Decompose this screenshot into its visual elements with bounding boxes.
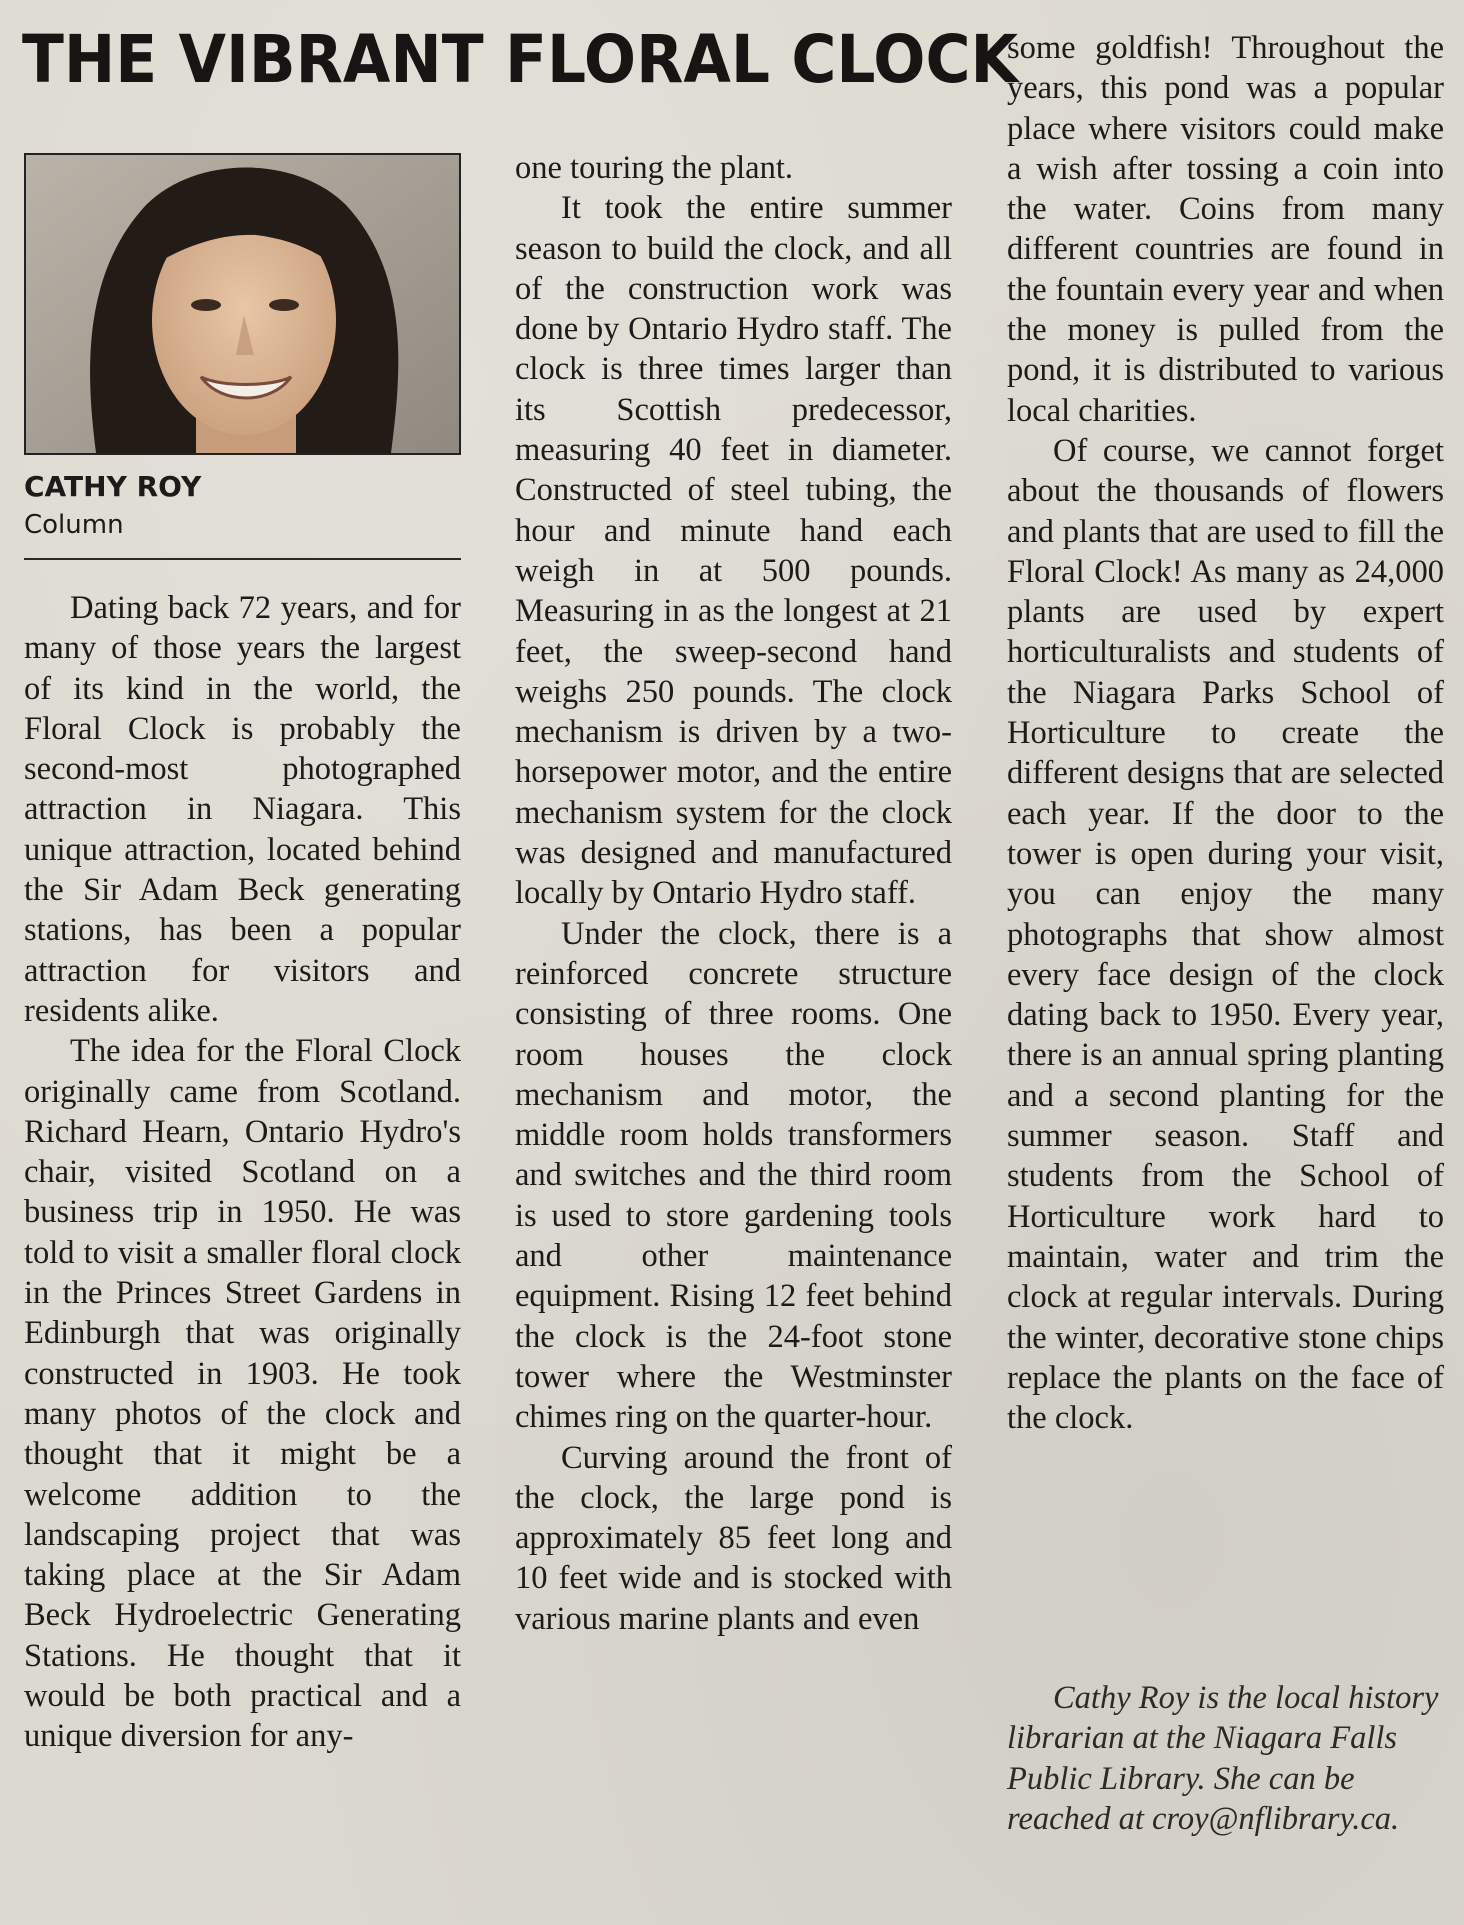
paragraph: some goldfish! Throughout the years, this pond was a popular place where visitors could make a wish after tossing a coin into the water. Coins from many different countries are found in the fountain every year and when the money is pulled from the pond, it is distributed to various local charities.	[1007, 30, 1444, 429]
paragraph: Dating back 72 years, and for many of those years the largest of its kind in the world, the Floral Clock is probably the second-most photographed attraction in Niagara. This unique attraction, located behind the Sir Adam Beck generating stations, has been a popular attraction for visitors and residents alike.	[24, 590, 461, 1029]
author-name: CATHY ROY	[24, 470, 202, 503]
paragraph: Of course, we cannot forget about the thousands of flowers and plants that are used to fill the Floral Clock! As many as 24,000 plants are used by expert horticulturalists and students of the Niagara Parks School of Horticulture to create the different designs that are selected each year. If the door to the tower is open during your visit, you can enjoy the many photographs that show almost every face design of the clock dating back to 1950. Every year, there is an annual spring planting and a second planting for the summer season. Staff and students from the School of Horticulture work hard to maintain, water and trim the clock at regular intervals. During the winter, decorative stone chips replace the plants on the face of the clock.	[1007, 432, 1444, 1437]
byline-divider	[24, 558, 461, 560]
headline: THE VIBRANT FLORAL CLOCK	[22, 21, 1019, 98]
author-photo	[24, 153, 461, 455]
paragraph: one touring the plant.	[515, 150, 793, 186]
author-role: Column	[24, 510, 124, 540]
article-column-1	[24, 588, 461, 1757]
author-bio	[1007, 1678, 1444, 1839]
paragraph: It took the entire summer season to build the clock, and all of the construction work was done by Ontario Hydro staff. The clock is three times larger than its Scottish predecessor, measuring 40 feet in diameter. Constructed of steel tubing, the hour and minute hand each weigh in at 500 pounds. Measuring in as the longest at 21 feet, the sweep-second hand weighs 250 pounds. The clock mechanism is driven by a two-horsepower motor, and the entire mechanism system for the clock was designed and manufactured locally by Ontario Hydro staff.	[515, 190, 952, 912]
paragraph: Curving around the front of the clock, the large pond is approximately 85 feet long and 10 feet wide and is stocked with various marine plants and even	[515, 1439, 952, 1637]
article-column-2	[515, 148, 952, 1639]
paragraph: Under the clock, there is a reinforced concrete structure consisting of three rooms. One room houses the clock mechanism and motor, the middle room holds transformers and switches and the third room is used to store gardening tools and other maintenance equipment. Rising 12 feet behind the clock is the 24-foot stone tower where the Westminster chimes ring on the quarter-hour.	[515, 915, 952, 1436]
paragraph: The idea for the Floral Clock originally came from Scotland. Richard Hearn, Ontario Hydro's chair, visited Scotland on a business trip in 1950. He was told to visit a smaller floral clock in the Princes Street Gardens in Edinburgh that was originally constructed in 1903. He took many photos of the clock and thought that it might be a welcome addition to the landscaping project that was taking place at the Sir Adam Beck Hydroelectric Generating Stations. He thought that it would be both practical and a unique diversion for any-	[24, 1033, 461, 1755]
author-bio-text: Cathy Roy is the local history librarian at the Niagara Falls Public Library. She can be reached at croy@nflibrary.ca.	[1007, 1680, 1439, 1837]
article-column-3	[1007, 28, 1444, 1438]
author-portrait-icon	[26, 155, 459, 453]
